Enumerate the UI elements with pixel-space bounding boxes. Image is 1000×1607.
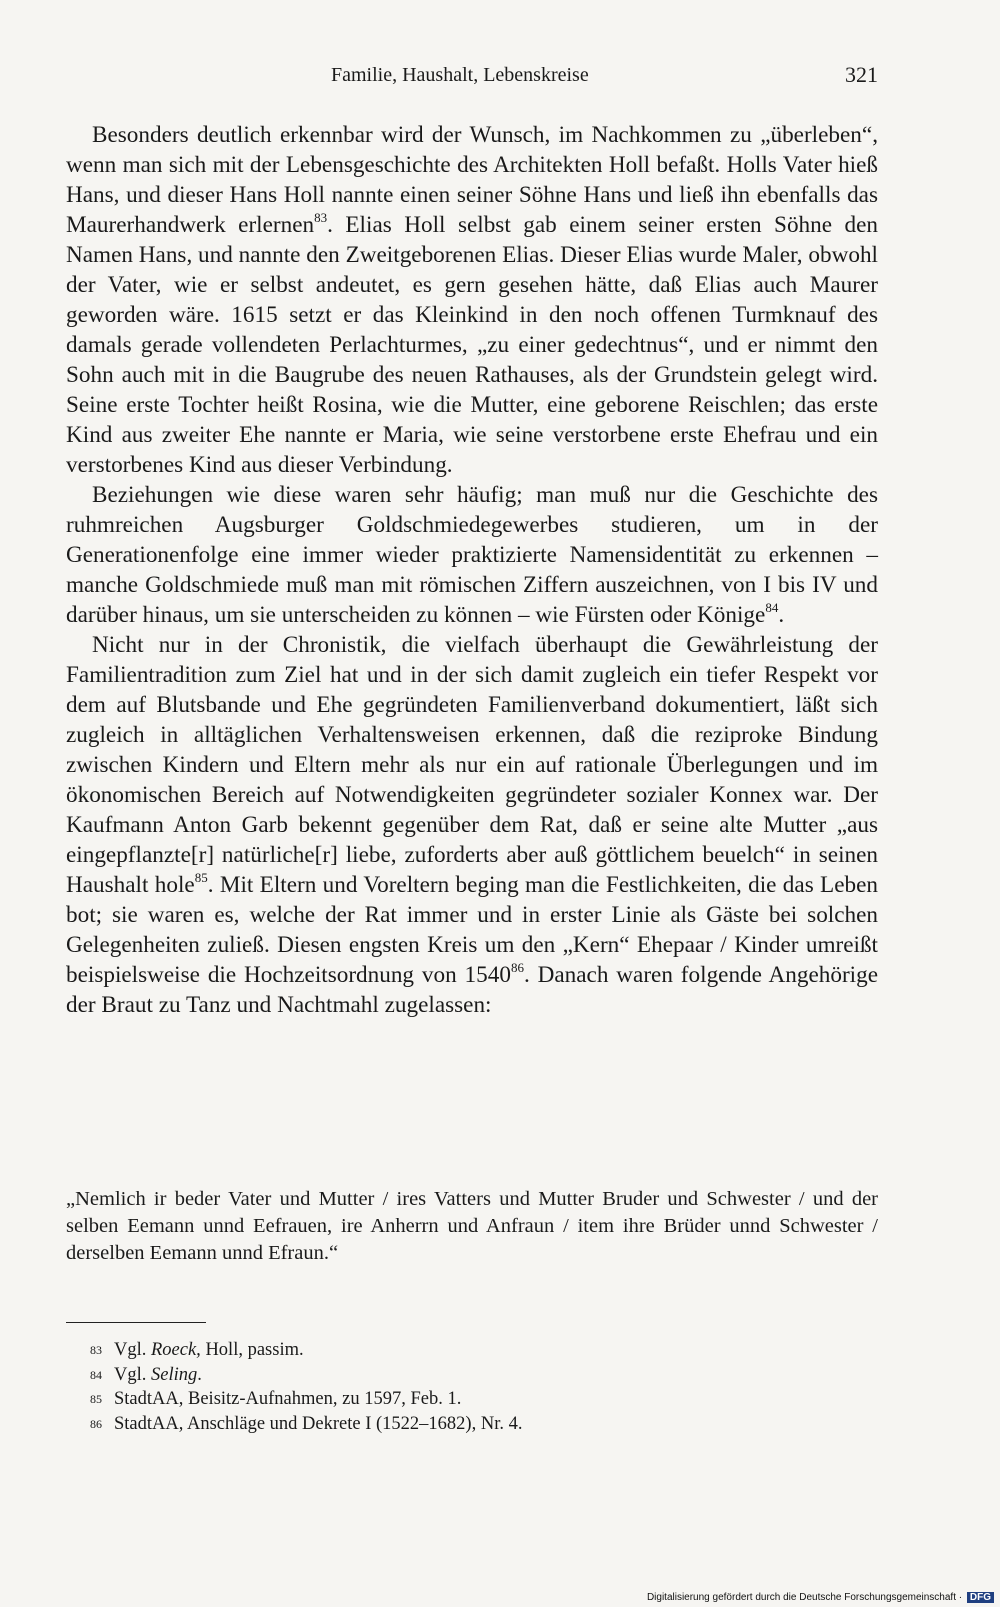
dfg-logo: DFG xyxy=(967,1592,994,1603)
running-title: Familie, Haushalt, Lebenskreise xyxy=(331,64,589,86)
footnote-85: 85 StadtAA, Beisitz-Aufnahmen, zu 1597, Feb. 1. xyxy=(66,1387,878,1412)
footnote-ref-85[interactable]: 85 xyxy=(194,870,208,886)
running-head xyxy=(66,64,878,94)
footnote-ref-84[interactable]: 84 xyxy=(765,600,779,616)
footnote-ref-83[interactable]: 83 xyxy=(314,210,328,226)
footnote-mark: 84 xyxy=(90,1367,102,1382)
footnotes xyxy=(66,1338,878,1436)
body-text xyxy=(66,120,878,1020)
page-number: 321 xyxy=(845,62,878,87)
footnote-83: 83 Vgl. Roeck, Holl, passim. xyxy=(66,1338,878,1363)
footnote-84: 84 Vgl. Seling. xyxy=(66,1363,878,1388)
footnote-mark: 86 xyxy=(90,1416,102,1431)
quote-text: „Nemlich ir beder Vater und Mutter / ires Vatters und Mutter Bruder und Schwester / und der selben Eemann unnd Eefrauen, ire Anherrn und Anfraun / item ihre Brüder unnd Schwester / derselben Eemann unnd Efraun.“ xyxy=(66,1188,878,1264)
digitization-credit xyxy=(647,1592,994,1603)
footnote-mark: 85 xyxy=(90,1392,102,1406)
paragraph-3: Nicht nur in der Chronistik, die vielfach überhaupt die Gewährleistung der Familientradition zum Ziel hat und in der sich damit zugleich ein tiefer Respekt vor dem auf Blutsbande und Ehe gegründeten Familienverband dokumentiert, läßt sich zugleich in alltäglichen Verhaltensweisen erkennen, daß die reziproke Bindung zwischen Kindern und Eltern mehr als nur ein auf rationale Überlegungen und im ökonomischen Bereich auf Notwendigkeiten gegründeter sozialer Konnex war. Der Kaufmann Anton Garb bekennt gegenüber dem Rat, daß er seine alte Mutter „aus eingepflanzte[r] natürliche[r] liebe, zuforderts aber auß göttlichem beuelch“ in seinen Haushalt hole$^{85}$. Mit Eltern und Voreltern beging man die Festlichkeiten, die das Leben bot; sie waren es, welche der Rat immer und in erster Linie als Gäste bei solchen Gelegenheiten zuließ. Diesen engsten Kreis um den „Kern“ Ehepaar / Kinder umreißt beispielsweise die Hochzeitsordnung von 1540$^{86}$. Danach waren folgende Angehörige der Braut zu Tanz und Nachtmahl zugelassen: xyxy=(66,632,878,1018)
footnote-mark: 83 xyxy=(90,1343,102,1357)
book-page xyxy=(66,0,878,1607)
paragraph-1: Besonders deutlich erkennbar wird der Wunsch, im Nachkommen zu „überleben“, wenn man sich mit der Lebensgeschichte des Architekten Holl befaßt. Holls Vater hieß Hans, und dieser Hans Holl nannte einen seiner Söhne Hans und ließ ihn ebenfalls das Maurerhandwerk erlernen$^{83}$. Elias Holl selbst gab einem seiner ersten Söhne den Namen Hans, und nannte den Zweitgeborenen Elias. Dieser Elias wurde Maler, obwohl der Vater, wie er selbst andeutet, es gern gesehen hätte, daß Elias auch Maurer geworden wäre. 1615 setzt er das Kleinkind in den noch offenen Turmknauf des damals gerade vollendeten Perlachturmes, „zu einer gedechtnus“, und er nimmt den Sohn auch mit in die Baugrube des neuen Rathauses, als der Grundstein gelegt wird. Seine erste Tochter heißt Rosina, wie die Mutter, eine geborene Reischlen; das erste Kind aus zweiter Ehe nannte er Maria, wie seine verstorbene erste Ehefrau und ein verstorbenes Kind aus dieser Verbindung. xyxy=(66,122,878,478)
credit-text: Digitalisierung gefördert durch die Deutsche Forschungsgemeinschaft · xyxy=(646,1592,963,1603)
footnote-86: 86 StadtAA, Anschläge und Dekrete I (1522–1682), Nr. 4. xyxy=(66,1412,878,1437)
footnote-divider xyxy=(66,1322,206,1323)
block-quote xyxy=(66,1186,878,1267)
footnote-ref-86[interactable]: 86 xyxy=(510,960,524,976)
paragraph-2: Beziehungen wie diese waren sehr häufig; man muß nur die Geschichte des ruhmreichen Augsburger Goldschmiedegewerbes studieren, um in der Generationenfolge eine immer wieder praktizierte Namensidentität zu erkennen – manche Goldschmiede muß man mit römischen Ziffern auszeichnen, von I bis IV und darüber hinaus, um sie unterscheiden zu können – wie Fürsten oder Könige$^{84}$. xyxy=(66,482,878,628)
